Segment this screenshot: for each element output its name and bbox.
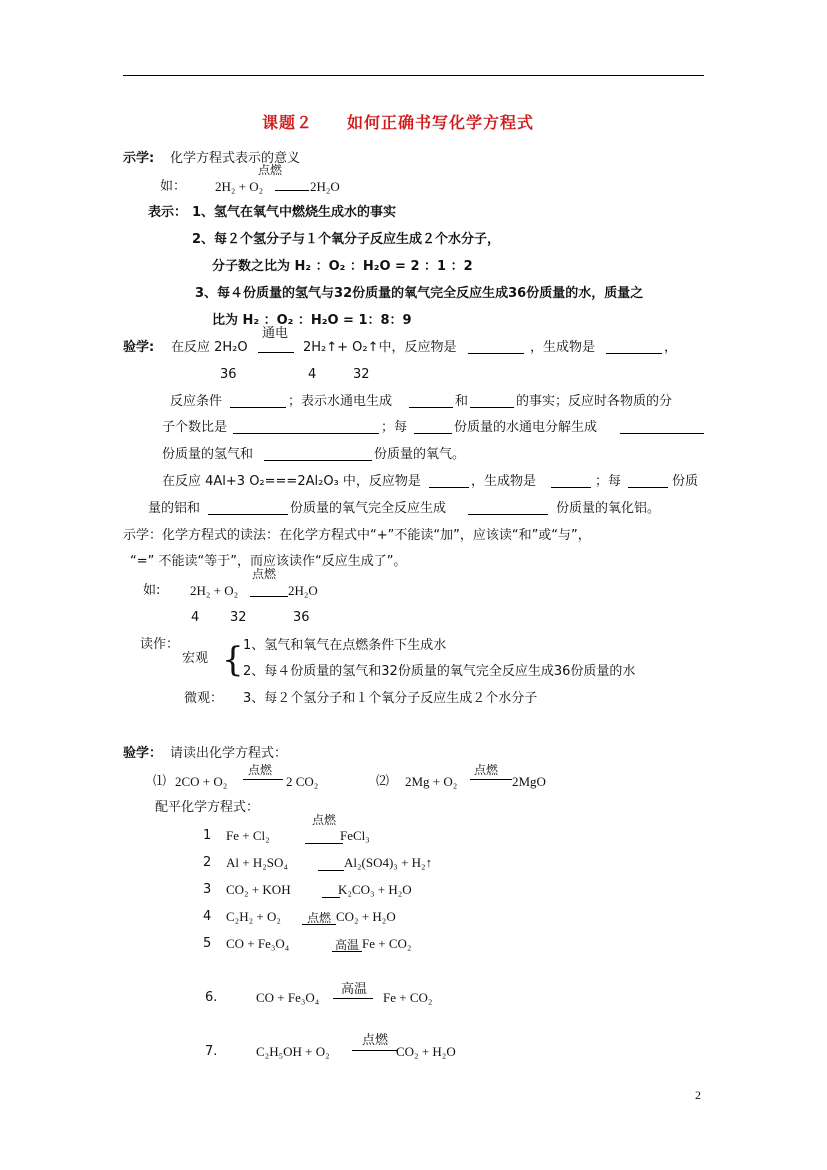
electrolysis-condition: 通电	[262, 326, 289, 341]
macro-label: 宏观	[182, 651, 209, 666]
question-text: 的事实；反应时各物质的分	[516, 394, 673, 409]
section-heading: 请读出化学方程式：	[170, 746, 288, 761]
equation-condition: 点燃	[252, 567, 277, 581]
reading-rule: 示学：化学方程式的读法：在化学方程式中“+”不能读“加”，应该读“和”或“与”，	[123, 528, 591, 543]
meaning-2-ratio: 分子数之比为 H₂ ：O₂ ：H₂O = 2 ：1 ：2	[212, 259, 473, 274]
question-text: 份质量的氧气。	[374, 447, 466, 462]
answer-blank[interactable]	[233, 419, 379, 434]
item-number: 2	[203, 855, 212, 870]
item-number: 3	[203, 882, 212, 897]
mass-value: 36	[220, 367, 237, 382]
equation-right: K₂CO₃ + H₂O	[338, 882, 412, 897]
answer-blank[interactable]	[208, 500, 288, 515]
answer-blank[interactable]	[429, 473, 469, 488]
equation-arrow	[250, 596, 288, 597]
answer-blank[interactable]	[409, 393, 453, 408]
question-text: ，生成物是	[530, 340, 596, 355]
mass-value: 4	[308, 367, 317, 382]
item-number: 6.	[205, 990, 218, 1005]
reading-rule: “=” 不能读“等于”，而应该读作“反应生成了”。	[130, 554, 407, 569]
question-text: 份质量的氧气完全反应生成	[290, 501, 447, 516]
question-text: 在反应 2H₂O	[171, 340, 248, 355]
brace-icon: {	[222, 640, 244, 680]
equation-arrow	[470, 779, 512, 780]
equation-left: 2CO + O₂	[175, 774, 228, 789]
equation-right: CO₂ + H₂O	[396, 1044, 456, 1059]
equation-condition: 高温	[341, 982, 368, 997]
question-text: 量的铝和	[148, 501, 201, 516]
answer-blank[interactable]	[620, 419, 704, 434]
question-text: ，生成物是	[471, 474, 537, 489]
question-text: 子个数比是	[162, 420, 228, 435]
page-number: 2	[695, 1088, 701, 1102]
equation-arrow	[302, 924, 336, 925]
answer-blank[interactable]	[470, 393, 514, 408]
answer-blank[interactable]	[628, 473, 668, 488]
example-prefix: 如：	[160, 179, 187, 194]
answer-blank[interactable]	[468, 500, 548, 515]
equation-right: 2MgO	[512, 774, 546, 789]
example-prefix: 如:	[143, 583, 161, 598]
question-text: ；每	[595, 474, 622, 489]
equation-condition: 高温	[335, 938, 360, 952]
read-label: 读作：	[140, 637, 180, 652]
equation-arrow	[333, 998, 373, 999]
equation-arrow	[318, 870, 344, 871]
equation-right: 2 CO₂	[286, 774, 319, 789]
answer-blank[interactable]	[606, 339, 662, 354]
equation-arrow	[332, 951, 362, 952]
section-label-check: 验学：	[123, 746, 163, 761]
equation-arrow	[275, 190, 309, 191]
equation-arrow	[305, 843, 343, 844]
equation-right: FeCl₃	[340, 828, 370, 843]
reading-micro: 3、每２个氢分子和１个氧分子反应生成２个水分子	[243, 691, 538, 706]
equation-left: Al + H₂SO₄	[226, 855, 288, 870]
question-text: ；每	[381, 420, 408, 435]
answer-blank[interactable]	[468, 339, 524, 354]
equation-left: CO + Fe₃O₄	[226, 936, 290, 951]
item-number: 7.	[205, 1044, 218, 1059]
equation-left: C₂H₅OH + O₂	[256, 1044, 330, 1059]
equation-left: 2Mg + O₂	[405, 774, 458, 789]
equation-left: 2H₂ + O₂	[190, 583, 239, 598]
equation-right: 2H₂O	[288, 583, 318, 598]
section-heading: 化学方程式表示的意义	[170, 151, 301, 166]
equation-condition: 点燃	[248, 763, 273, 777]
equation-arrow	[258, 352, 294, 353]
question-text: 在反应 4Al+3 O₂===2Al₂O₃ 中，反应物是	[162, 474, 421, 489]
equation-right: CO₂ + H₂O	[336, 909, 396, 924]
mass-value: 32	[230, 610, 247, 625]
question-text: 份质	[672, 474, 699, 489]
page-title: 课题２ 如何正确书写化学方程式	[262, 113, 535, 132]
question-text: ；表示水通电生成	[288, 394, 393, 409]
mass-value: 36	[293, 610, 310, 625]
balance-heading: 配平化学方程式：	[155, 800, 260, 815]
section-label-check: 验学:	[123, 340, 155, 355]
equation-right: Al₂(SO4)₃ + H₂↑	[344, 855, 433, 870]
equation-condition: 点燃	[474, 763, 499, 777]
reading-macro-1: 1、氢气和氧气在点燃条件下生成水	[243, 638, 447, 653]
equation-left: C₂H₂ + O₂	[226, 909, 281, 924]
equation-condition: 点燃	[312, 813, 337, 827]
question-number: ⑴	[153, 774, 167, 789]
equation-right: Fe + CO₂	[383, 990, 433, 1005]
item-number: 1	[203, 828, 212, 843]
meaning-1: 1、氢气在氧气中燃烧生成水的事实	[192, 205, 397, 220]
item-number: 5	[203, 936, 212, 951]
equation-left: 2H₂ + O₂	[215, 179, 264, 194]
meaning-3: 3、每４份质量的氢气与32份质量的氧气完全反应生成36份质量的水，质量之	[195, 286, 644, 301]
equation-left: Fe + Cl₂	[226, 828, 270, 843]
item-number: 4	[203, 909, 212, 924]
equation-arrow	[352, 1050, 398, 1051]
equation-left: CO₂ + KOH	[226, 882, 291, 897]
equation-left: CO + Fe₃O₄	[256, 990, 320, 1005]
answer-blank[interactable]	[264, 446, 372, 461]
question-text: 反应条件	[170, 394, 223, 409]
meaning-3-ratio: 比为 H₂ ：O₂ ：H₂O = 1：8：9	[212, 313, 412, 328]
meaning-2: 2、每２个氢分子与１个氧分子反应生成２个水分子，	[192, 232, 501, 247]
equation-arrow	[243, 779, 283, 780]
question-text: ，	[664, 340, 678, 355]
answer-blank[interactable]	[551, 473, 591, 488]
equation-condition: 点燃	[258, 163, 283, 177]
mass-value: 32	[353, 367, 370, 382]
question-text: 2H₂↑+ O₂↑中，反应物是	[303, 340, 457, 355]
question-text: 份质量的氧化铝。	[556, 501, 661, 516]
question-text: 和	[455, 394, 469, 409]
micro-label: 微观：	[184, 691, 224, 706]
header-rule	[123, 75, 704, 76]
question-text: 份质量的氢气和	[162, 447, 254, 462]
reading-macro-2: 2、每４份质量的氢气和32份质量的氧气完全反应生成36份质量的水	[243, 664, 636, 679]
equation-right: Fe + CO₂	[362, 936, 412, 951]
mass-value: 4	[191, 610, 200, 625]
section-label-show: 示学:	[123, 151, 155, 166]
equation-condition: 点燃	[307, 911, 332, 925]
means-label: 表示：	[148, 205, 188, 220]
question-text: 份质量的水通电分解生成	[454, 420, 598, 435]
equation-condition: 点燃	[362, 1033, 389, 1048]
answer-blank[interactable]	[230, 393, 286, 408]
equation-right: 2H₂O	[310, 179, 340, 194]
answer-blank[interactable]	[414, 419, 452, 434]
question-number: ⑵	[376, 774, 390, 789]
